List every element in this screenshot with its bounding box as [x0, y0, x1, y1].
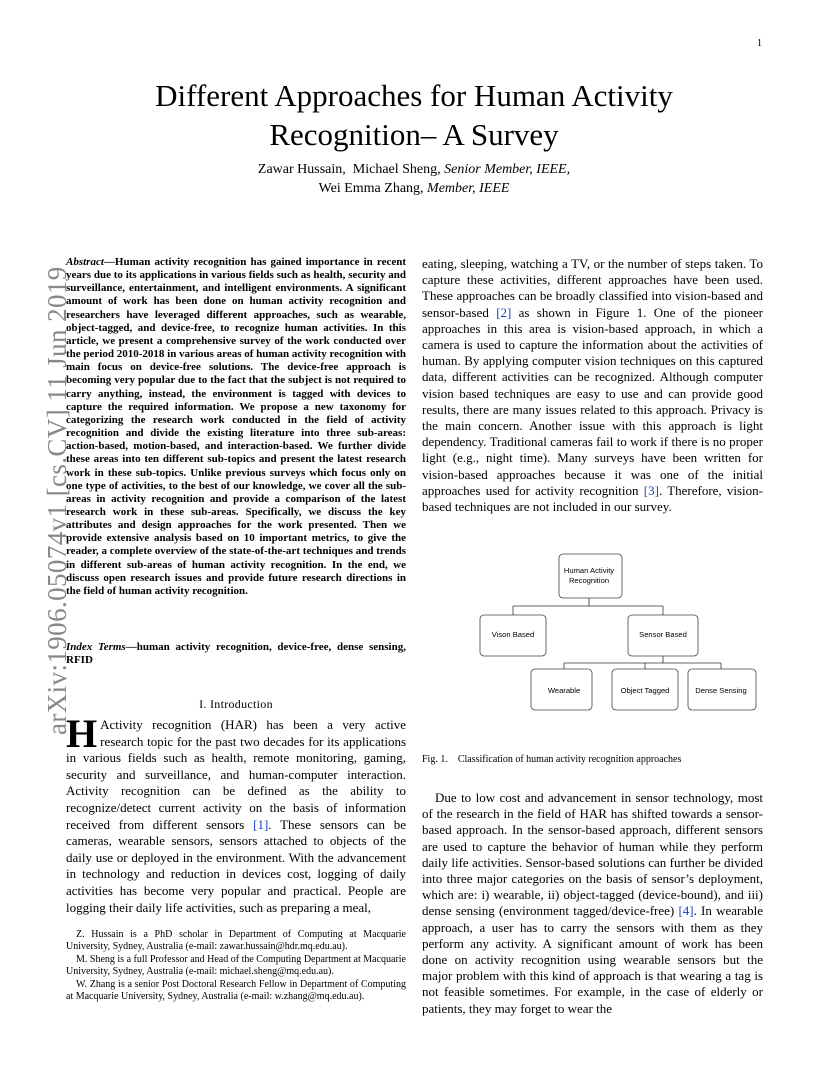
drop-cap: H: [66, 711, 98, 756]
author-name: Michael Sheng,: [352, 162, 441, 177]
author-footnotes: [66, 929, 406, 1004]
node-root-line1: Human Activity: [563, 566, 615, 575]
intro-text: Activity recognition (HAR) has been a very active research topic for the past two decades for its applications in various fields such as health, remote monitoring, gaming, security and surveillance, and human-computer interaction. Activity recognition can be defined as the ability to recognize/detect current activity on the basis of information received from different sensors: [66, 717, 406, 832]
body-text: eating, sleeping, watching a TV, or the number of steps taken. To capture these activities, different approaches have been used. These approaches can be broadly classified into vision-based and sensor-based: [422, 256, 763, 320]
section-heading: I. Introduction: [199, 697, 273, 711]
index-terms-text: —human activity recognition, device-free, dense sensing, RFID: [66, 641, 406, 667]
taxonomy-diagram: [478, 552, 747, 717]
abstract-text: —Human activity recognition has gained importance in recent years due to its applications in various fields such as health, security and surveillance, entertainment, and intelligent environments. A significant amount of work has been done on human activity recognition and researchers have leveraged different approaches, such as wearable, object-tagged, and device-free, to recognize human activities. In this article, we present a comprehensive survey of the work conducted over the period 2010-2018 in various areas of human activity recognition with main focus on device-free solutions. The device-free approach is becoming very popular due to the fact that the subject is not required to carry anything, instead, the environment is tagged with devices to capture the required information. We propose a new taxonomy for categorizing the research work conducted in the field of activity recognition and divide the existing literature into three sub-areas: action-based, motion-based, and interaction-based. We further divide these areas into ten different sub-topics and present the latest research work in these sub-topics. Unlike previous surveys which focus only on one type of activities, to the best of our knowledge, we cover all the sub-areas in activity recognition and provide a comparison of the latest research work in these sub-areas. Specifically, we discuss the key attributes and design approaches for the work presented. Then we provide extensive analysis based on 10 important metrics, to give the reader, a complete overview of the state-of-the-art techniques and trends in different sub-areas of human activity recognition. In the end, we discuss open research issues and provide future research directions in the field of human activity recognition.: [66, 256, 406, 597]
abstract: [66, 256, 406, 598]
abstract-label: Abstract: [66, 256, 104, 268]
node-object-tagged: Object Tagged: [620, 686, 670, 695]
author-line-2: [0, 179, 828, 198]
node-vision-based: Vison Based: [491, 630, 535, 639]
introduction-paragraph: [66, 711, 406, 916]
node-sensor-based: Sensor Based: [639, 630, 687, 639]
author-list: [0, 160, 828, 198]
body-text: . In wearable approach, a user has to carry the sensors with them as they perform any activity. A significant amount of work has been done on activity recognition using wearable sensors but the major problem with this kind of approach is that wearing a tag is not feasible sometimes. For example, in the case of elderly or patients, they may forget to wear the: [422, 903, 763, 1016]
body-text: as shown in Figure 1. One of the pioneer approaches in this area is vision-based approach, in which a camera is used to capture the information about the activities of human. By applying computer vision techniques on this captured data, different activities can be recognized. Although computer vision based techniques are easy to use and can provide good results, there are many issues related to this approach. Privacy is the main concern. Another issue with this approach is light dependency. Traditional cameras fail to work if there is no proper light (e.g., night time). Many surveys have been written for vision-based approaches because it was one of the initial approaches used for activity recognition: [422, 304, 763, 498]
title-line-2: Recognition– A Survey: [269, 117, 559, 152]
body-paragraph: [422, 790, 763, 1017]
paper-title: [0, 76, 828, 154]
intro-text: . These sensors can be cameras, wearable sensors, sensors attached to objects of the daily use or deployed in the environment. With the advancement in technology and reduction in devices cost, logging of daily activities has become very popular and practical. People are logging their daily life activities, such as preparing a meal,: [66, 816, 406, 915]
index-terms: [66, 641, 406, 667]
body-text: . Therefore, vision-based techniques are not included in our survey.: [422, 482, 763, 515]
author-role: Senior Member, IEEE,: [444, 162, 571, 177]
citation-link[interactable]: [4]: [678, 903, 694, 919]
page-number: 1: [757, 38, 762, 49]
index-terms-label: Index Terms: [66, 641, 126, 653]
author-role: Member, IEEE: [427, 181, 510, 196]
node-dense-sensing: Dense Sensing: [695, 686, 747, 695]
author-name: Wei Emma Zhang,: [318, 181, 424, 196]
footnote: Z. Hussain is a PhD scholar in Department of Computing at Macquarie University, Sydney, Australia (e-mail: zawar.hussain@hdr.mq.edu.au).: [66, 929, 406, 952]
author-name: Zawar Hussain,: [257, 162, 346, 177]
figure-caption: [422, 754, 763, 765]
footnote: M. Sheng is a full Professor and Head of the Computing Department at Macquarie University, Sydney, Australia (e-mail: michael.sheng@mq.edu.au).: [66, 954, 406, 977]
body-text: Due to low cost and advancement in sensor technology, most of the research in the field of HAR has shifted towards a sensor-based approach. In the sensor-based approach, different sensors are used to capture the behavior of human while they perform daily life activities. Sensor-based solutions can further be divided into three major categories on the basis of sensor’s deployment, which are: i) wearable, ii) object-tagged (device-bound), and iii) dense sensing (environment tagged/device-free): [422, 790, 763, 919]
citation-link[interactable]: [1]: [253, 816, 269, 832]
arxiv-identifier-stamp: arXiv:1906.05074v1 [cs.CV] 11 Jun 2019: [42, 266, 72, 735]
classification-figure: [478, 552, 747, 717]
node-wearable: Wearable: [547, 686, 581, 695]
footnote: W. Zhang is a senior Post Doctoral Research Fellow in Department of Computing at Macquarie University, Sydney, Australia (e-mail: w.zhang@mq.edu.au).: [66, 979, 406, 1002]
caption-text: Classification of human activity recognition approaches: [457, 754, 682, 765]
author-line-1: [0, 160, 828, 179]
body-paragraph: [422, 256, 763, 515]
citation-link[interactable]: [2]: [496, 304, 512, 320]
title-line-1: Different Approaches for Human Activity: [155, 78, 673, 113]
citation-link[interactable]: [3]: [643, 482, 659, 498]
node-root-line2: Recognition: [568, 576, 610, 585]
figure-label: Fig. 1.: [422, 754, 448, 765]
